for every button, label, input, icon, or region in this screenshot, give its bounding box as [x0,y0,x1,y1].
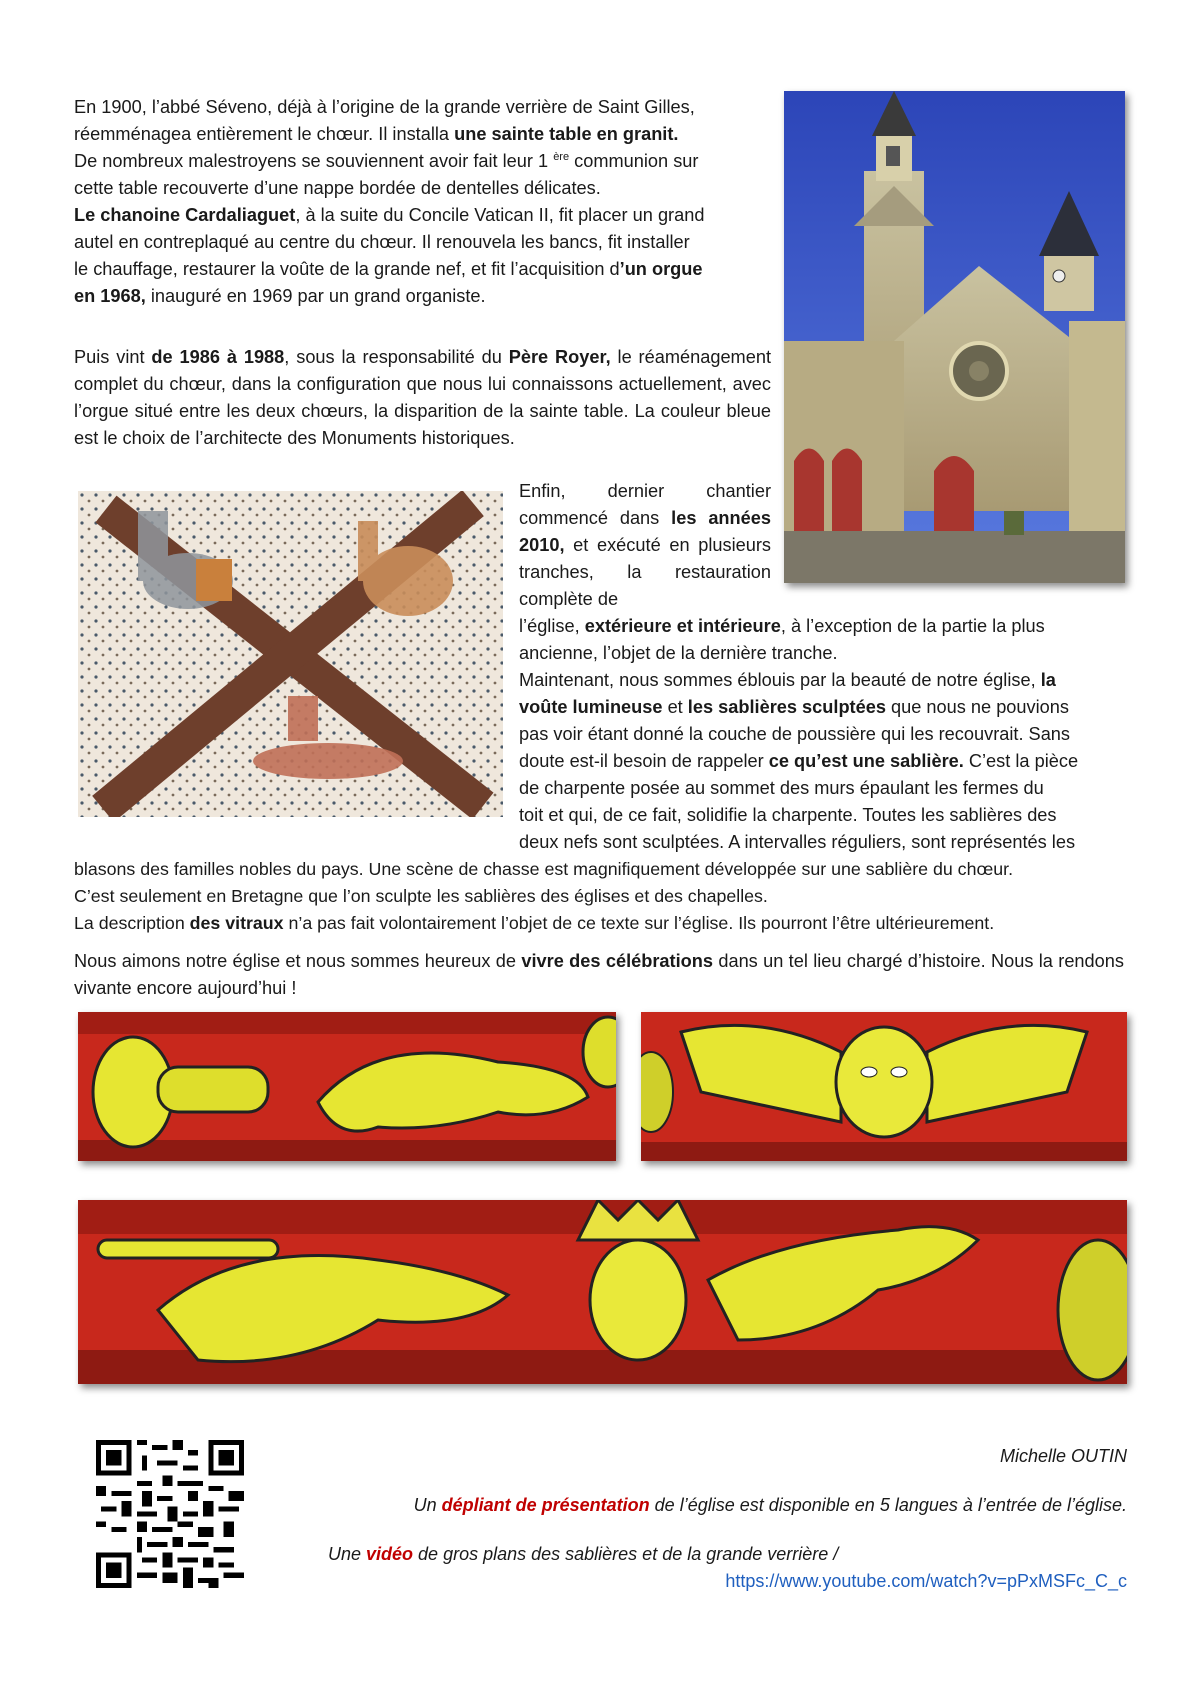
text-line: pas voir étant donné la couche de poussière qui les recouvrait. Sans [519,724,1071,744]
text-line: cette table recouverte d’une nappe bordée de dentelles délicates. [74,178,601,198]
text-line: deux nefs sont sculptées. A intervalles réguliers, sont représentés les [519,832,1076,852]
text-line: de charpente posée au sommet des murs épaulant les fermes du [519,778,1044,798]
text-line: Le chanoine Cardaliaguet, à la suite du Concile Vatican II, fit placer un grand [74,205,705,225]
text-line: doute est-il besoin de rappeler ce qu’est une sablière. C’est la pièce [519,751,1079,771]
author-name: Michelle OUTIN [999,1446,1127,1466]
sabliere-winged-face-carving-photo [641,1012,1127,1161]
text-line: C’est seulement en Bretagne que l’on sculpte les sablières des églises et des chapelles. [74,886,768,906]
text-line: l’église, extérieure et intérieure, à l’exception de la partie la plus [519,616,1045,636]
text-line: réemménagea entièrement le chœur. Il installa une sainte table en granit. [74,124,679,144]
text-line: le chauffage, restaurer la voûte de la grande nef, et fit l’acquisition d’un orgue [74,259,703,279]
text-line: De nombreux malestroyens se souviennent avoir fait leur 1 $^{ère}$ communion sur [74,151,699,171]
text-line: toit et qui, de ce fait, solidifie la charpente. Toutes les sablières des [519,805,1057,825]
text-line: autel en contreplaqué au centre du chœur. Il renouvela les bancs, fit installer [74,232,690,252]
video-link[interactable]: https://www.youtube.com/watch?v=pPxMSFc_C_c [725,1571,1127,1591]
video-note: Une vidéo de gros plans des sablières et de la grande verrière / [328,1544,839,1564]
painted-vault-photo [78,491,503,817]
text-line: En 1900, l’abbé Séveno, déjà à l’origine de la grande verrière de Saint Gilles, [74,97,695,117]
qr-code[interactable] [96,1440,244,1588]
paragraph-conclusion: Nous aimons notre église et nous sommes heureux de vivre des célébrations dans un tel lieu chargé d’histoire. Nous la rendons vivante encore aujourd’hui ! [74,951,1124,998]
paragraph-history-1900 [74,94,771,310]
paragraph-sablieres [74,856,1124,937]
paragraph-history-1986: Puis vint de 1986 à 1988, sous la responsabilité du Père Royer, le réaménagement complet du chœur, dans la configuration que nous lui connaissons actuellement, avec l’orgue situé entre les deux chœurs, la disparition de la sainte table. La couleur bleue est le choix de l’architecte des Monuments historiques. [74,347,771,448]
leaflet-note: Un dépliant de présentation de l’église est disponible en 5 langues à l’entrée de l’église. [413,1495,1127,1515]
text-line: voûte lumineuse et les sablières sculptées que nous ne pouvions [519,697,1069,717]
paragraph-restoration-column: Enfin, dernier chantier commencé dans les années 2010, et exécuté en plusieurs tranches, la restauration complète de [519,481,771,609]
text-line: blasons des familles nobles du pays. Une scène de chasse est magnifiquement développée sur une sablière du chœur. [74,859,1014,879]
text-line: Maintenant, nous sommes éblouis par la beauté de notre église, la [519,670,1056,690]
text-line: ancienne, l’objet de la dernière tranche. [519,643,838,663]
sabliere-hunt-scene-carving-photo [78,1200,1127,1384]
sabliere-dog-carving-photo [78,1012,616,1161]
church-facade-photo [784,91,1125,583]
text-line: en 1968, inauguré en 1969 par un grand organiste. [74,286,486,306]
text-line: La description des vitraux n’a pas fait volontairement l’objet de ce texte sur l’église. Ils pourront l’être ultérieurement. [74,913,995,933]
paragraph-restoration-wide [519,613,1121,856]
